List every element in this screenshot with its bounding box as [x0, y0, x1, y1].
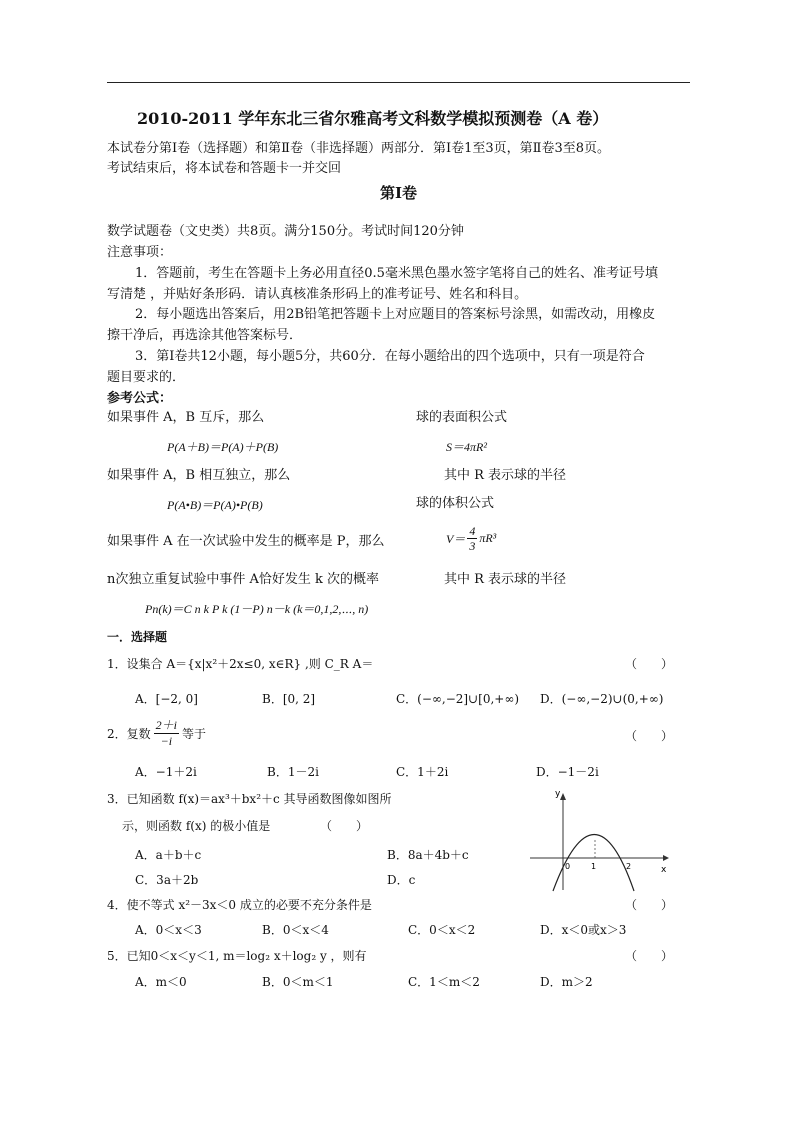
question-3-stem-1: 3．已知函数 f(x)＝ax³＋bx²＋c 其导函数图像如图所 — [107, 792, 392, 806]
q3-option-b: B．8a＋4b＋c — [387, 848, 469, 862]
volume-prefix: V＝ — [446, 532, 466, 546]
exam-info: 数学试题卷（文史类）共8页。满分150分。考试时间120分钟 — [107, 224, 464, 239]
graph-tick-0: 0 — [565, 862, 571, 871]
note-2b: 擦干净后，再选涂其他答案标号． — [107, 328, 303, 343]
ref-left-1: 如果事件 A，B 互斥，那么 — [107, 410, 265, 425]
q1-option-c: C．(−∞,−2]∪[0,+∞) — [396, 692, 520, 706]
section-choice-heading: 一．选择题 — [107, 630, 168, 644]
ref-left-2: 如果事件 A，B 相互独立，那么 — [107, 468, 291, 483]
q4-option-c: C．0＜x＜2 — [408, 923, 476, 937]
q3-option-c: C．3a＋2b — [135, 873, 199, 887]
paper-title: 2010-2011 学年东北三省尔雅高考文科数学模拟预测卷（A 卷） — [137, 109, 609, 128]
ref-formula-independent: P(A•B)＝P(A)•P(B) — [167, 498, 263, 512]
ref-formula-sphere-area: S＝4πR² — [446, 440, 487, 454]
ref-right-2: 其中 R 表示球的半径 — [444, 468, 567, 483]
note-3a: 3．第Ⅰ卷共12小题，每小题5分，共60分．在每小题给出的四个选项中，只有一项是符合 — [135, 349, 645, 364]
q1-option-d: D．(−∞,−2)∪(0,+∞) — [540, 692, 664, 706]
graph-x-label: x — [661, 865, 667, 875]
ref-right-4: 其中 R 表示球的半径 — [444, 572, 567, 587]
note-3b: 题目要求的． — [107, 370, 186, 385]
note-1b: 写清楚 ，并贴好条形码．请认真核准条形码上的准考证号、姓名和科目。 — [107, 287, 528, 302]
ref-right-1: 球的表面积公式 — [416, 410, 508, 425]
q4-option-b: B．0＜x＜4 — [262, 923, 329, 937]
q3-option-a: A．a＋b＋c — [135, 848, 202, 862]
graph-tick-2: 2 — [626, 862, 632, 871]
q5-option-c: C．1＜m＜2 — [408, 975, 480, 989]
q2-suffix: 等于 — [181, 727, 206, 741]
ref-left-3: 如果事件 A 在一次试验中发生的概率是 P，那么 — [107, 534, 385, 549]
answer-paren-5: （ ） — [625, 949, 674, 963]
q2-fraction — [154, 718, 179, 749]
question-1-stem: 1．设集合 A＝{x|x²＋2x≤0, x∈R} ,则 C_R A＝ — [107, 657, 374, 671]
intro-line-2: 考试结束后，将本试卷和答题卡一并交回 — [107, 161, 342, 176]
answer-paren-1: （ ） — [625, 657, 674, 671]
q2-fraction-num: 2＋i — [155, 718, 177, 732]
answer-paren-4: （ ） — [625, 898, 674, 912]
volume-fraction-num: 4 — [469, 524, 476, 538]
q2-option-d: D．−1－2i — [536, 765, 599, 779]
graph-x-arrow — [663, 855, 669, 861]
note-2a: 2．每小题选出答案后，用2B铅笔把答题卡上对应题目的答案标号涂黑，如需改动，用橡皮 — [135, 307, 656, 322]
q5-option-b: B．0＜m＜1 — [262, 975, 334, 989]
note-1a: 1．答题前，考生在答题卡上务必用直径0.5毫米黑色墨水签字笔将自己的姓名、准考证号填 — [135, 266, 658, 281]
q4-option-d: D．x＜0或x＞3 — [540, 923, 627, 937]
answer-paren-3: （ ） — [320, 819, 369, 833]
volume-suffix: πR³ — [479, 531, 497, 545]
q2-option-c: C．1＋2i — [396, 765, 449, 779]
q1-option-b: B．[0, 2] — [262, 692, 316, 706]
graph-y-label: y — [555, 789, 561, 799]
volume-fraction — [467, 524, 477, 553]
reference-heading: 参考公式： — [107, 391, 173, 406]
volume-fraction-den: 3 — [469, 539, 476, 553]
ref-formula-sphere-volume — [446, 524, 496, 553]
q5-option-a: A．m＜0 — [135, 975, 187, 989]
graph-y-arrow — [560, 793, 566, 800]
header-rule — [107, 82, 690, 83]
q2-option-b: B．1－2i — [267, 765, 319, 779]
question-2-stem — [107, 718, 206, 749]
ref-right-3: 球的体积公式 — [416, 496, 495, 511]
graph-tick-1: 1 — [591, 862, 597, 871]
q2-option-a: A．−1＋2i — [135, 765, 197, 779]
ref-formula-binomial: Pn(k)＝C n k P k (1－P) n－k (k＝0,1,2,⋯, n) — [145, 602, 369, 616]
question-4-stem: 4．使不等式 x²－3x＜0 成立的必要不充分条件是 — [107, 898, 372, 912]
intro-line-1: 本试卷分第Ⅰ卷（选择题）和第Ⅱ卷（非选择题）两部分．第Ⅰ卷1至3页，第Ⅱ卷3至8页。 — [107, 141, 611, 156]
question-5-stem: 5．已知0＜x＜y＜1, m＝log₂ x＋log₂ y ，则有 — [107, 949, 367, 963]
ref-left-4: n次独立重复试验中事件 A恰好发生 k 次的概率 — [107, 572, 380, 587]
question-3-stem-2: 示，则函数 f(x) 的极小值是 — [122, 819, 271, 833]
q2-prefix: 2．复数 — [107, 727, 151, 741]
q5-option-d: D．m＞2 — [540, 975, 593, 989]
answer-paren-2: （ ） — [625, 729, 674, 743]
q2-fraction-den: −i — [160, 734, 173, 748]
q1-option-a: A．[−2, 0] — [135, 692, 198, 706]
ref-formula-exclusive: P(A＋B)＝P(A)＋P(B) — [167, 440, 279, 454]
q4-option-a: A．0＜x＜3 — [135, 923, 202, 937]
q3-option-d: D．c — [387, 873, 416, 887]
notes-heading: 注意事项： — [107, 245, 173, 260]
part-heading: 第Ⅰ卷 — [380, 184, 418, 202]
derivative-graph — [525, 788, 670, 893]
